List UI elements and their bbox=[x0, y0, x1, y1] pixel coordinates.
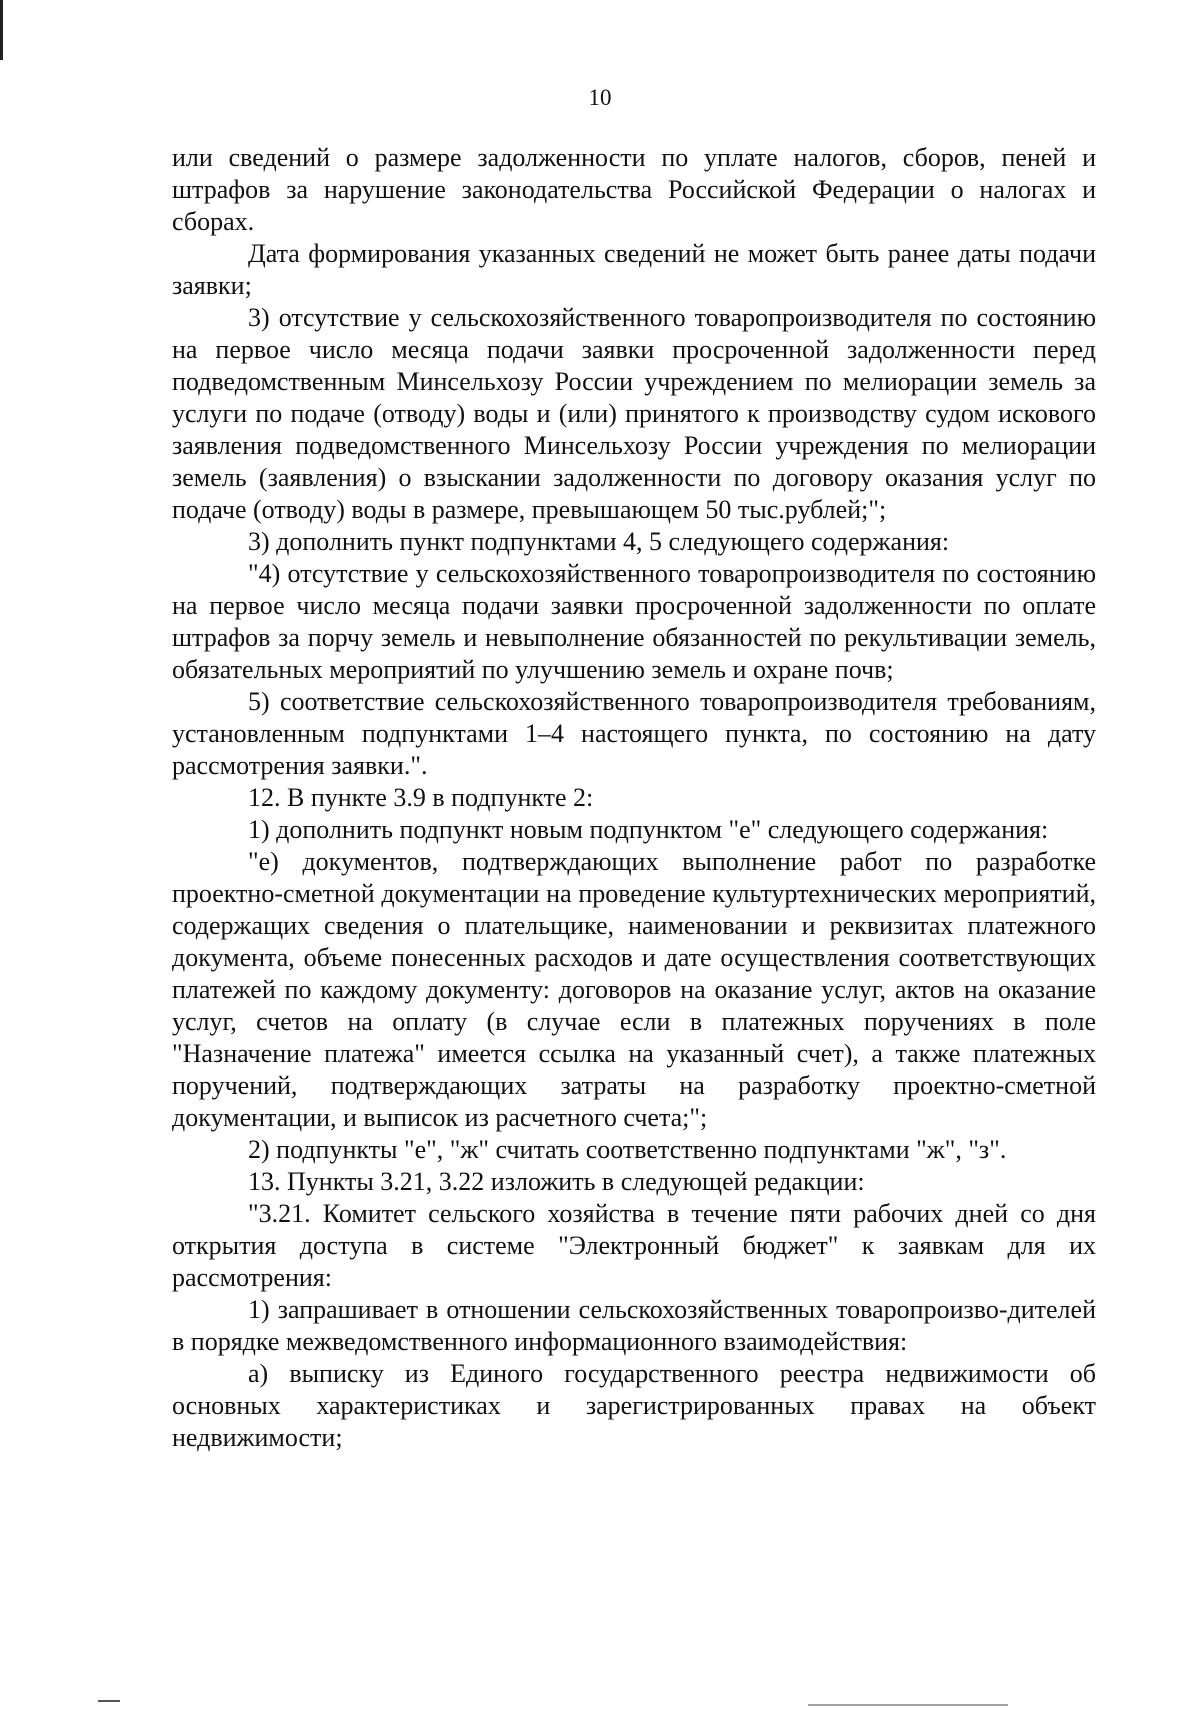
paragraph: 5) соответствие сельскохозяйственного товаропроизводителя требованиям, установленным подпунктами 1–4 настоящего пункта, по состоянию на дату рассмотрения заявки.". bbox=[172, 687, 1096, 780]
paragraph: а) выписку из Единого государственного реестра недвижимости об основных характеристиках и зарегистрированных правах на объект недвижимости; bbox=[172, 1359, 1096, 1452]
paragraph: 3) дополнить пункт подпунктами 4, 5 следующего содержания: bbox=[248, 527, 950, 556]
paragraph: 13. Пункты 3.21, 3.22 изложить в следующей редакции: bbox=[248, 1167, 865, 1196]
scan-edge-line bbox=[0, 0, 3, 60]
scan-mark bbox=[98, 1700, 120, 1702]
page-number: 10 bbox=[588, 85, 612, 110]
paragraph: 3) отсутствие у сельскохозяйственного товаропроизводителя по состоянию на первое число месяца подачи заявки просроченной задолженности перед подведомственным Минсельхозу России учреждением по мелиорации земель за услуги по подаче (отводу) воды и (или) принятого к производству судом искового заявления подведомственного Минсельхозу России учреждения по мелиорации земель (заявления) о взыскании задолженности по договору оказания услуг по подаче (отводу) воды в размере, превышающем 50 тыс.рублей;"; bbox=[172, 303, 1096, 524]
paragraph: 1) дополнить подпункт новым подпунктом "е" следующего содержания: bbox=[248, 815, 1049, 844]
paragraph: 1) запрашивает в отношении сельскохозяйственных товаропроизво-дителей в порядке межведомственного информационного взаимодействия: bbox=[172, 1295, 1096, 1356]
paragraph: "3.21. Комитет сельского хозяйства в течение пяти рабочих дней со дня открытия доступа в системе "Электронный бюджет" к заявкам для их рассмотрения: bbox=[172, 1199, 1096, 1292]
paragraph: или сведений о размере задолженности по уплате налогов, сборов, пеней и штрафов за нарушение законодательства Российской Федерации о налогах и сборах. bbox=[172, 143, 1096, 236]
paragraph: 2) подпункты "е", "ж" считать соответственно подпунктами "ж", "з". bbox=[248, 1135, 1007, 1164]
paragraph: "4) отсутствие у сельскохозяйственного товаропроизводителя по состоянию на первое число месяца подачи заявки просроченной задолженности по оплате штрафов за порчу земель и невыполнение обязанностей по рекультивации земель, обязательных мероприятий по улучшению земель и охране почв; bbox=[172, 559, 1096, 684]
paragraph: "е) документов, подтверждающих выполнение работ по разработке проектно-сметной документации на проведение культуртехнических мероприятий, содержащих сведения о плательщике, наименовании и реквизитах платежного документа, объеме понесенных расходов и дате осуществления соответствующих платежей по каждому документу: договоров на оказание услуг, актов на оказание услуг, счетов на оплату (в случае если в платежных поручениях в поле "Назначение платежа" имеется ссылка на указанный счет), а также платежных поручений, подтверждающих затраты на разработку проектно-сметной документации, и выписок из расчетного счета;"; bbox=[172, 847, 1096, 1132]
paragraph: 12. В пункте 3.9 в подпункте 2: bbox=[248, 783, 594, 812]
paragraph: Дата формирования указанных сведений не может быть ранее даты подачи заявки; bbox=[172, 239, 1096, 300]
document-body bbox=[172, 142, 1096, 1454]
scan-mark bbox=[808, 1704, 1008, 1706]
